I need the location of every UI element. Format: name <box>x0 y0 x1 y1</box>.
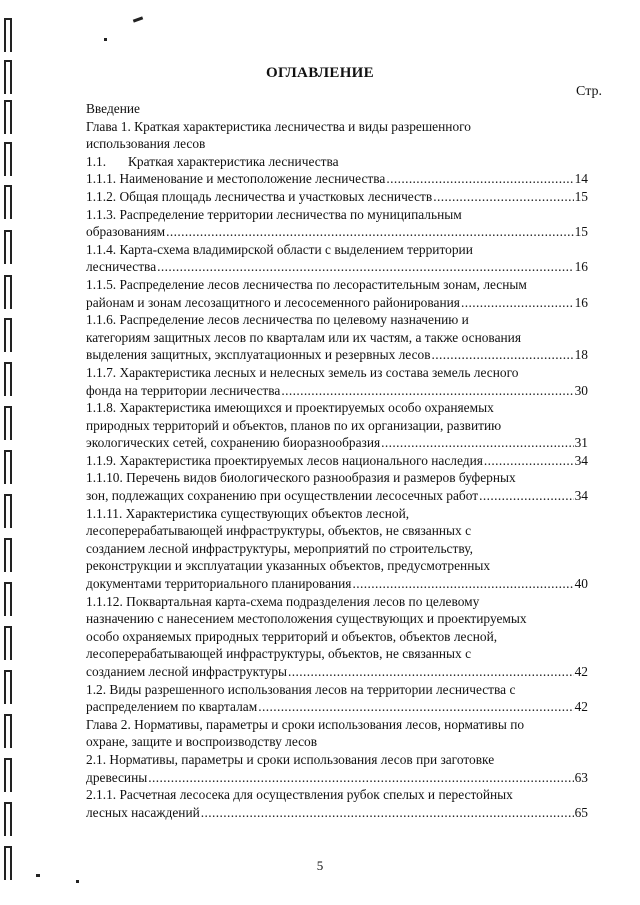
toc-page-number: 42 <box>574 699 588 715</box>
toc-page-number: 18 <box>574 347 588 363</box>
toc-page-number: 34 <box>574 488 588 504</box>
toc-entry-text: 1.1.2. Общая площадь лесничества и участковых лесничеств <box>86 188 433 204</box>
toc-entry-text: Глава 2. Нормативы, параметры и сроки использования лесов, нормативы по <box>86 716 525 732</box>
toc-entry-line <box>86 593 588 611</box>
toc-entry-text: назначению с нанесением местоположения существующих и проектируемых <box>86 611 527 627</box>
toc-page-number: 16 <box>574 259 588 275</box>
binder-mark <box>4 362 12 396</box>
dot-leader <box>148 769 573 787</box>
toc-entry-last-line <box>86 346 588 364</box>
toc-section-number: 1.1. <box>86 153 107 169</box>
toc-entry-last-line <box>86 188 588 206</box>
dot-leader <box>166 223 574 241</box>
toc-entry-text: 1.1.10. Перечень видов биологического разнообразия и размеров буферных <box>86 470 516 486</box>
toc-entry-text: 2.1. Нормативы, параметры и сроки использования лесов при заготовке <box>86 751 495 767</box>
toc-entry-line <box>86 557 588 575</box>
scan-speck <box>76 880 79 883</box>
toc-entry-line <box>86 505 588 523</box>
binder-mark <box>4 714 12 748</box>
toc-page-number: 16 <box>574 294 588 310</box>
binder-mark <box>4 494 12 528</box>
toc-entry-text: Введение <box>86 101 140 116</box>
dot-leader <box>201 804 574 822</box>
toc-entry-line <box>86 417 588 435</box>
toc-entry[interactable] <box>86 276 588 311</box>
scan-speck <box>36 874 40 877</box>
toc-entry-last-line <box>86 575 588 593</box>
toc-entry[interactable] <box>86 505 588 593</box>
toc-entry-text: лесных насаждений <box>86 804 200 820</box>
binder-mark <box>4 100 12 134</box>
toc-entry-text: созданием лесной инфраструктуры, мероприятий по строительству, <box>86 540 473 556</box>
binder-mark <box>4 18 12 52</box>
toc-entry[interactable] <box>86 399 588 452</box>
toc-entry-text: выделения защитных, эксплуатационных и резервных лесов <box>86 347 431 363</box>
toc-entry-text: образованиям <box>86 224 166 240</box>
dot-leader <box>433 188 573 206</box>
toc-entry-line <box>86 311 588 329</box>
scan-speck <box>104 38 107 41</box>
toc-entry[interactable] <box>86 188 588 206</box>
toc-entry-text: 1.1.8. Характеристика имеющихся и проектируемых особо охраняемых <box>86 400 494 416</box>
dot-leader <box>461 294 574 312</box>
toc-page-number: 63 <box>574 769 588 785</box>
toc-entry-last-line <box>86 452 588 470</box>
toc-entry-text: 1.1.3. Распределение территории лесничества по муниципальным <box>86 206 462 222</box>
toc-entry-text: районам и зонам лесозащитного и лесосеменного районирования <box>86 294 460 310</box>
dot-leader <box>479 487 574 505</box>
toc-entry-line <box>86 716 588 734</box>
toc-entry-last-line <box>86 698 588 716</box>
toc-entry-line <box>86 610 588 628</box>
binder-mark <box>4 538 12 572</box>
toc-entry-text: 1.1.1. Наименование и местоположение лесничества <box>86 171 386 187</box>
toc-entry[interactable] <box>86 153 588 171</box>
toc-entry-text: 1.1.9. Характеристика проектируемых лесов национального наследия <box>86 452 483 468</box>
toc-entry-last-line <box>86 804 588 822</box>
toc-entry-last-line <box>86 223 588 241</box>
toc-entry-text: экологических сетей, сохранению биоразнообразия <box>86 435 381 451</box>
toc-page-number: 42 <box>574 664 588 679</box>
toc-entry-line <box>86 153 588 171</box>
toc-entry-line <box>86 628 588 646</box>
toc-title: ОГЛАВЛЕНИЕ <box>266 65 374 81</box>
toc-entry-line <box>86 786 588 804</box>
binder-mark <box>4 670 12 704</box>
toc-entry-last-line <box>86 769 588 787</box>
binder-mark <box>4 185 12 219</box>
page-number: 5 <box>316 858 324 873</box>
toc-entry[interactable] <box>86 364 588 399</box>
toc-entry-line <box>86 681 588 699</box>
toc-entry-text: документами территориального планирования <box>86 576 352 592</box>
toc-page-number: 30 <box>574 382 588 398</box>
toc-entry-text: особо охраняемых природных территорий и объектов, объектов лесной, <box>86 628 498 644</box>
toc-entry-text: 2.1.1. Расчетная лесосека для осуществления рубок спелых и перестойных <box>86 787 513 803</box>
toc-entry[interactable] <box>86 241 588 276</box>
toc-entry-line <box>86 364 588 382</box>
dot-leader <box>484 452 574 470</box>
toc-entry-line <box>86 329 588 347</box>
toc-entry-last-line <box>86 382 588 400</box>
toc-entry[interactable] <box>86 118 588 153</box>
toc-entry[interactable] <box>86 170 588 188</box>
table-of-contents <box>86 100 588 821</box>
toc-entry-last-line <box>86 434 588 452</box>
toc-page-number: 15 <box>574 188 588 204</box>
toc-entry[interactable] <box>86 311 588 364</box>
toc-entry-line <box>86 733 588 751</box>
toc-entry[interactable] <box>86 593 588 681</box>
toc-entry[interactable] <box>86 786 588 821</box>
dot-leader <box>432 346 574 364</box>
binder-mark <box>4 230 12 264</box>
toc-entry-line <box>86 206 588 224</box>
toc-entry-last-line <box>86 294 588 312</box>
toc-entry-text: 1.1.6. Распределение лесов лесничества по целевому назначению и <box>86 312 469 328</box>
toc-entry[interactable] <box>86 716 588 751</box>
toc-entry-text: 1.2. Виды разрешенного использования лесов на территории лесничества с <box>86 681 516 697</box>
toc-entry[interactable] <box>86 681 588 716</box>
page-column-label: Стр. <box>576 84 602 99</box>
scan-speck <box>133 16 143 22</box>
toc-entry-text: зон, подлежащих сохранению при осуществлении лесосечных работ <box>86 488 479 504</box>
toc-entry-text: 1.1.11. Характеристика существующих объектов лесной, <box>86 505 410 521</box>
toc-entry-text: лесоперерабатывающей инфраструктуры, объектов, не связанных с <box>86 523 472 539</box>
toc-entry-text: созданием лесной инфраструктуры <box>86 664 288 679</box>
toc-entry-line <box>86 118 588 136</box>
toc-entry-text: охране, защите и воспроизводству лесов <box>86 734 318 750</box>
toc-entry-line <box>86 399 588 417</box>
toc-entry-text: использования лесов <box>86 136 206 152</box>
binder-mark <box>4 275 12 309</box>
binder-mark <box>4 758 12 792</box>
binder-mark <box>4 582 12 616</box>
binder-mark <box>4 406 12 440</box>
toc-entry-last-line <box>86 663 588 681</box>
toc-entry-text: 1.1.4. Карта-схема владимирской области с выделением территории <box>86 241 473 257</box>
toc-entry-text: реконструкции и эксплуатации указанных объектов, предусмотренных <box>86 558 491 574</box>
toc-entry-text: 1.1.12. Поквартальная карта-схема подразделения лесов по целевому <box>86 593 480 609</box>
toc-entry-last-line <box>86 170 588 188</box>
toc-entry[interactable] <box>86 751 588 786</box>
toc-entry-last-line <box>86 487 588 505</box>
binder-mark <box>4 626 12 660</box>
binder-mark <box>4 318 12 352</box>
binder-mark <box>4 802 12 836</box>
toc-entry-text: распределением по кварталам <box>86 699 258 715</box>
toc-entry-line <box>86 751 588 769</box>
toc-entry-text: лесничества <box>86 259 157 275</box>
dot-leader <box>157 258 573 276</box>
toc-entry[interactable] <box>86 206 588 241</box>
dot-leader <box>381 434 573 452</box>
toc-page-number: 14 <box>574 171 588 187</box>
toc-page-number: 40 <box>574 576 588 592</box>
toc-entry-line <box>86 469 588 487</box>
toc-entry-text: 1.1.5. Распределение лесов лесничества по лесорастительным зонам, лесным <box>86 276 527 292</box>
binder-marks <box>4 0 20 905</box>
toc-entry-line <box>86 540 588 558</box>
toc-entry-text: Глава 1. Краткая характеристика лесничества и виды разрешенного <box>86 118 471 134</box>
toc-entry-text: древесины <box>86 769 148 785</box>
toc-entry-line <box>86 100 588 118</box>
toc-entry-line <box>86 645 588 663</box>
dot-leader <box>386 170 573 188</box>
toc-page-number: 15 <box>574 224 588 240</box>
toc-entry-text: категориям защитных лесов по кварталам или их частям, а также основания <box>86 329 522 345</box>
binder-mark <box>4 450 12 484</box>
binder-mark <box>4 142 12 176</box>
toc-page-number: 31 <box>574 435 588 451</box>
toc-entry-text: 1.1.7. Характеристика лесных и нелесных земель из состава земель лесного <box>86 364 519 380</box>
dot-leader <box>281 382 573 400</box>
toc-entry[interactable] <box>86 100 588 118</box>
toc-entry-line <box>86 135 588 153</box>
toc-entry[interactable] <box>86 452 588 470</box>
toc-entry-last-line <box>86 258 588 276</box>
toc-page-number: 65 <box>574 804 588 820</box>
toc-entry-text: природных территорий и объектов, планов по их организации, развитию <box>86 417 502 433</box>
toc-entry-line <box>86 241 588 259</box>
toc-entry-line <box>86 522 588 540</box>
toc-entry-text: Краткая характеристика лесничества <box>128 153 339 169</box>
toc-entry-text: фонда на территории лесничества <box>86 382 281 398</box>
toc-entry-text: лесоперерабатывающей инфраструктуры, объектов, не связанных с <box>86 646 472 662</box>
toc-entry[interactable] <box>86 469 588 504</box>
toc-page-number: 34 <box>574 452 588 468</box>
dot-leader <box>352 575 573 593</box>
toc-entry-line <box>86 276 588 294</box>
dot-leader <box>288 663 574 681</box>
dot-leader <box>258 698 573 716</box>
